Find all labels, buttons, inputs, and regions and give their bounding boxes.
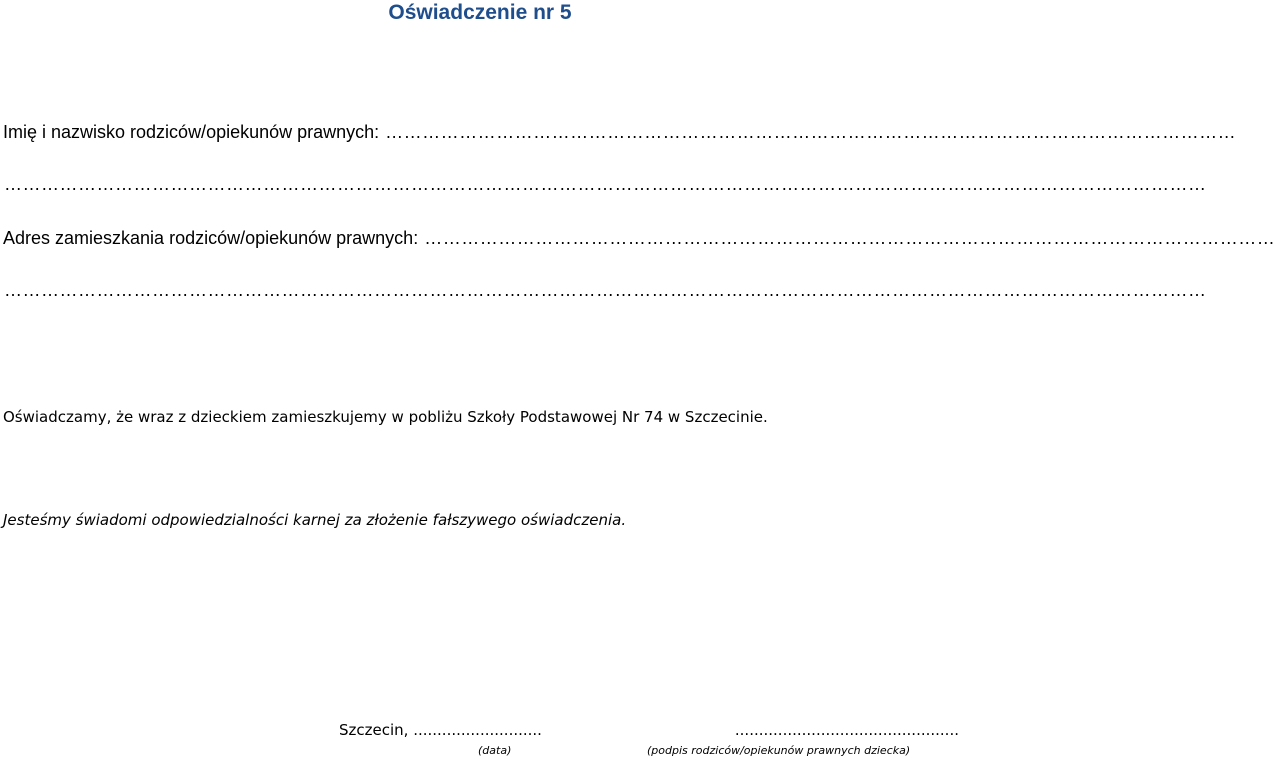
parents-address-field xyxy=(3,226,1275,250)
parents-name-field xyxy=(3,120,1237,144)
parents-address-continuation: …………………………………………………………………………………………………………………………………………………………………………… xyxy=(4,280,1207,300)
liability-awareness: Jesteśmy świadomi odpowiedzialności karnej za złożenie fałszywego oświadczenia. xyxy=(3,511,627,529)
residence-statement: Oświadczamy, że wraz z dzieckiem zamieszkujemy w pobliżu Szkoły Podstawowej Nr 74 w Szczecinie. xyxy=(3,408,768,426)
date-caption: (data) xyxy=(478,744,512,757)
document-title: Oświadczenie nr 5 xyxy=(388,1,572,24)
place-date-line: Szczecin, ........................... xyxy=(339,721,542,739)
signature-line: ............................................... xyxy=(734,721,959,739)
parents-address-label: Adres zamieszkania rodziców/opiekunów prawnych: xyxy=(3,228,419,248)
parents-name-label: Imię i nazwisko rodziców/opiekunów prawnych: xyxy=(3,122,380,142)
parents-name-dots: ………………………………………………………………………………………………………………………… xyxy=(385,122,1237,142)
signature-caption: (podpis rodziców/opiekunów prawnych dziecka) xyxy=(647,744,911,757)
parents-name-continuation: …………………………………………………………………………………………………………………………………………………………………………… xyxy=(4,174,1207,194)
parents-address-dots: ………………………………………………………………………………………………………………………… xyxy=(424,228,1275,248)
